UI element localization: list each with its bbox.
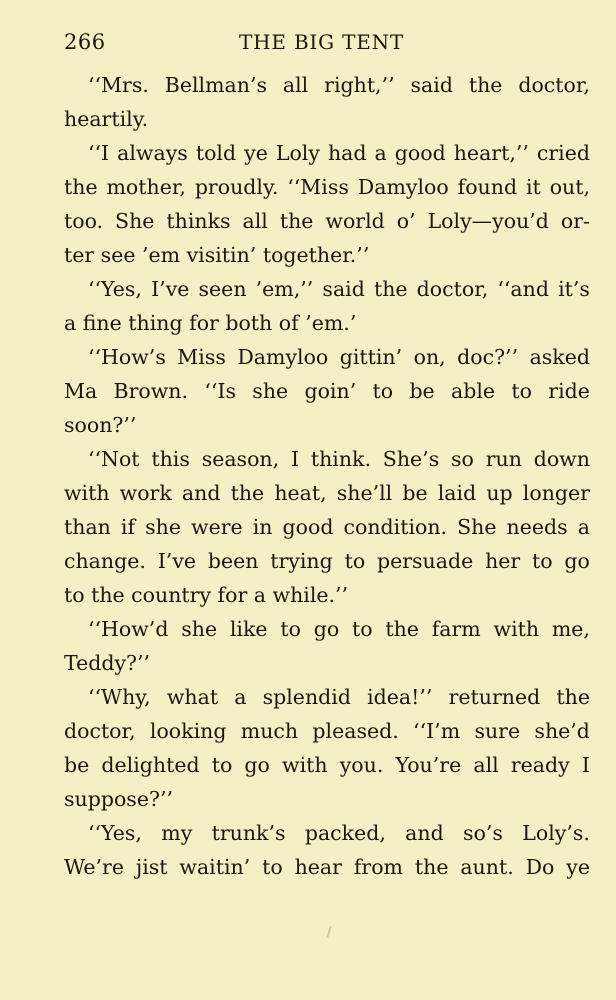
text-line: ‘‘Not this season, I think. She’s so run down bbox=[88, 447, 590, 471]
text-line: heartily. bbox=[64, 107, 149, 131]
body-text bbox=[64, 68, 590, 884]
text-line: with work and the heat, she’ll be laid up longer bbox=[64, 481, 590, 505]
text-line: the mother, proudly. ‘‘Miss Damyloo found it out, bbox=[64, 175, 590, 199]
text-line: ‘‘Yes, I’ve seen ’em,’’ said the doctor, ‘‘and it’s bbox=[88, 277, 590, 301]
text-line: to the country for a while.’’ bbox=[64, 583, 349, 607]
text-line: than if she were in good condition. She needs a bbox=[64, 515, 590, 539]
text-line: soon?’’ bbox=[64, 413, 137, 437]
text-line: ‘‘I always told ye Loly had a good heart,’’ cried bbox=[88, 141, 590, 165]
text-line: We’re jist waitin’ to hear from the aunt. Do ye bbox=[64, 855, 590, 879]
text-line: be delighted to go with you. You’re all ready I bbox=[64, 753, 590, 777]
text-line: Ma Brown. ‘‘Is she goin’ to be able to ride bbox=[64, 379, 590, 403]
text-line: a fine thing for both of ’em.’ bbox=[64, 311, 357, 335]
text-line: change. I’ve been trying to persuade her to go bbox=[64, 549, 590, 573]
text-line: Teddy?’’ bbox=[64, 651, 151, 675]
text-line: too. She thinks all the world o’ Loly—you’d or- bbox=[64, 209, 590, 233]
text-line: suppose?’’ bbox=[64, 787, 173, 811]
text-line: ‘‘Why, what a splendid idea!’’ returned the bbox=[88, 685, 590, 709]
text-line: ter see ’em visitin’ together.’’ bbox=[64, 243, 370, 267]
running-title: THE BIG TENT bbox=[239, 30, 405, 54]
text-line: doctor, looking much pleased. ‘‘I’m sure she’d bbox=[64, 719, 590, 743]
page-number: 266 bbox=[64, 30, 106, 54]
text-line: ‘‘Yes, my trunk’s packed, and so’s Loly’s. bbox=[88, 821, 590, 845]
page-header bbox=[64, 30, 590, 60]
text-line: ‘‘How’d she like to go to the farm with me, bbox=[88, 617, 590, 641]
paper-speck bbox=[326, 926, 332, 938]
text-line: ‘‘Mrs. Bellman’s all right,’’ said the doctor, bbox=[88, 73, 590, 97]
text-line: ‘‘How’s Miss Damyloo gittin’ on, doc?’’ asked bbox=[88, 345, 590, 369]
